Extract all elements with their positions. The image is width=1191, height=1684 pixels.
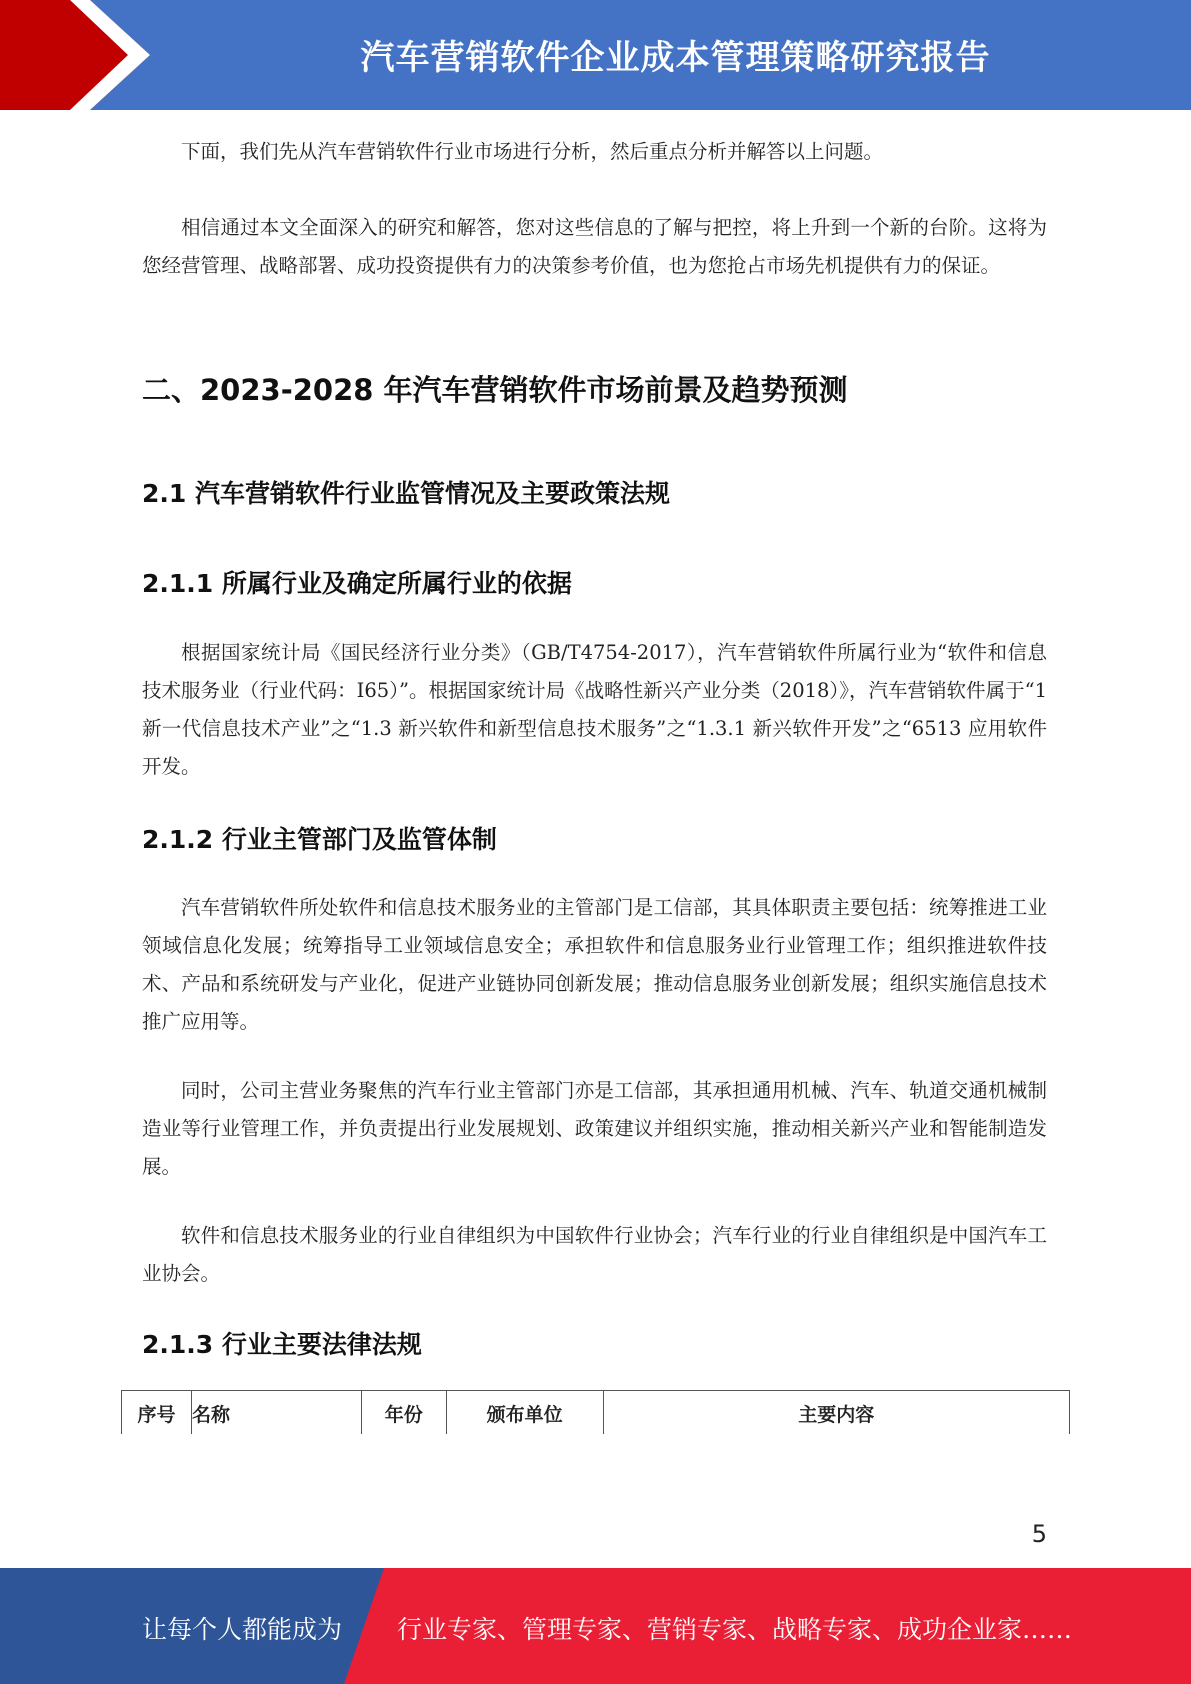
paragraph-intro-2: 相信通过本文全面深入的研究和解答，您对这些信息的了解与把控，将上升到一个新的台阶。这将为您经营管理、战略部署、成功投资提供有力的决策参考价值，也为您抢占市场先机提供有力的保证。 bbox=[142, 216, 1047, 277]
section-heading-2-1-3: 2.1.3 行业主要法律法规 bbox=[142, 1330, 422, 1359]
header-title: 汽车营销软件企业成本管理策略研究报告 bbox=[360, 38, 991, 78]
paragraph-2-1-2-a: 汽车营销软件所处软件和信息技术服务业的主管部门是工信部，其具体职责主要包括：统筹推进工业领域信息化发展；统筹指导工业领域信息安全；承担软件和信息服务业行业管理工作；组织推进软件技术、产品和系统研发与产业化，促进产业链协同创新发展；推动信息服务业创新发展；组织实施信息技术推广应用等。 bbox=[142, 896, 1047, 1033]
table-header-index: 序号 bbox=[122, 1391, 192, 1435]
laws-table bbox=[121, 1390, 1070, 1434]
paragraph-2-1-1: 根据国家统计局《国民经济行业分类》（GB/T4754-2017），汽车营销软件所属行业为“软件和信息技术服务业（行业代码：I65）”。根据国家统计局《战略性新兴产业分类（2018）》，汽车营销软件属于“1 新一代信息技术产业”之“1.3 新兴软件和新型信息技术服务”之“1.3.1 新兴软件开发”之“6513 应用软件开发。 bbox=[142, 641, 1047, 778]
section-heading-2-1: 2.1 汽车营销软件行业监管情况及主要政策法规 bbox=[142, 479, 670, 508]
section-heading-2-1-2: 2.1.2 行业主管部门及监管体制 bbox=[142, 825, 497, 854]
section-heading-2-1-1: 2.1.1 所属行业及确定所属行业的依据 bbox=[142, 569, 572, 598]
paragraph-intro-1: 下面，我们先从汽车营销软件行业市场进行分析，然后重点分析并解答以上问题。 bbox=[181, 140, 884, 163]
footer-slogan-right: 行业专家、管理专家、营销专家、战略专家、成功企业家…… bbox=[397, 1615, 1073, 1644]
page-number: 5 bbox=[1031, 1520, 1047, 1548]
header-red-chevron bbox=[0, 0, 150, 110]
table-header-name: 名称 bbox=[191, 1391, 361, 1435]
table-header-row bbox=[122, 1391, 1070, 1435]
paragraph-2-1-2-b: 同时，公司主营业务聚焦的汽车行业主管部门亦是工信部，其承担通用机械、汽车、轨道交通机械制造业等行业管理工作，并负责提出行业发展规划、政策建议并组织实施，推动相关新兴产业和智能制造发展。 bbox=[142, 1079, 1047, 1178]
footer-slogan-left: 让每个人都能成为 bbox=[142, 1615, 343, 1644]
table-header-year: 年份 bbox=[361, 1391, 446, 1435]
paragraph-2-1-2-c: 软件和信息技术服务业的行业自律组织为中国软件行业协会；汽车行业的行业自律组织是中国汽车工业协会。 bbox=[142, 1224, 1047, 1285]
page-header bbox=[0, 0, 1191, 110]
section-heading-2: 二、2023-2028 年汽车营销软件市场前景及趋势预测 bbox=[142, 373, 848, 407]
table-header-content: 主要内容 bbox=[603, 1391, 1070, 1435]
table-header-issuer: 颁布单位 bbox=[446, 1391, 603, 1435]
page-footer bbox=[0, 1568, 1191, 1684]
